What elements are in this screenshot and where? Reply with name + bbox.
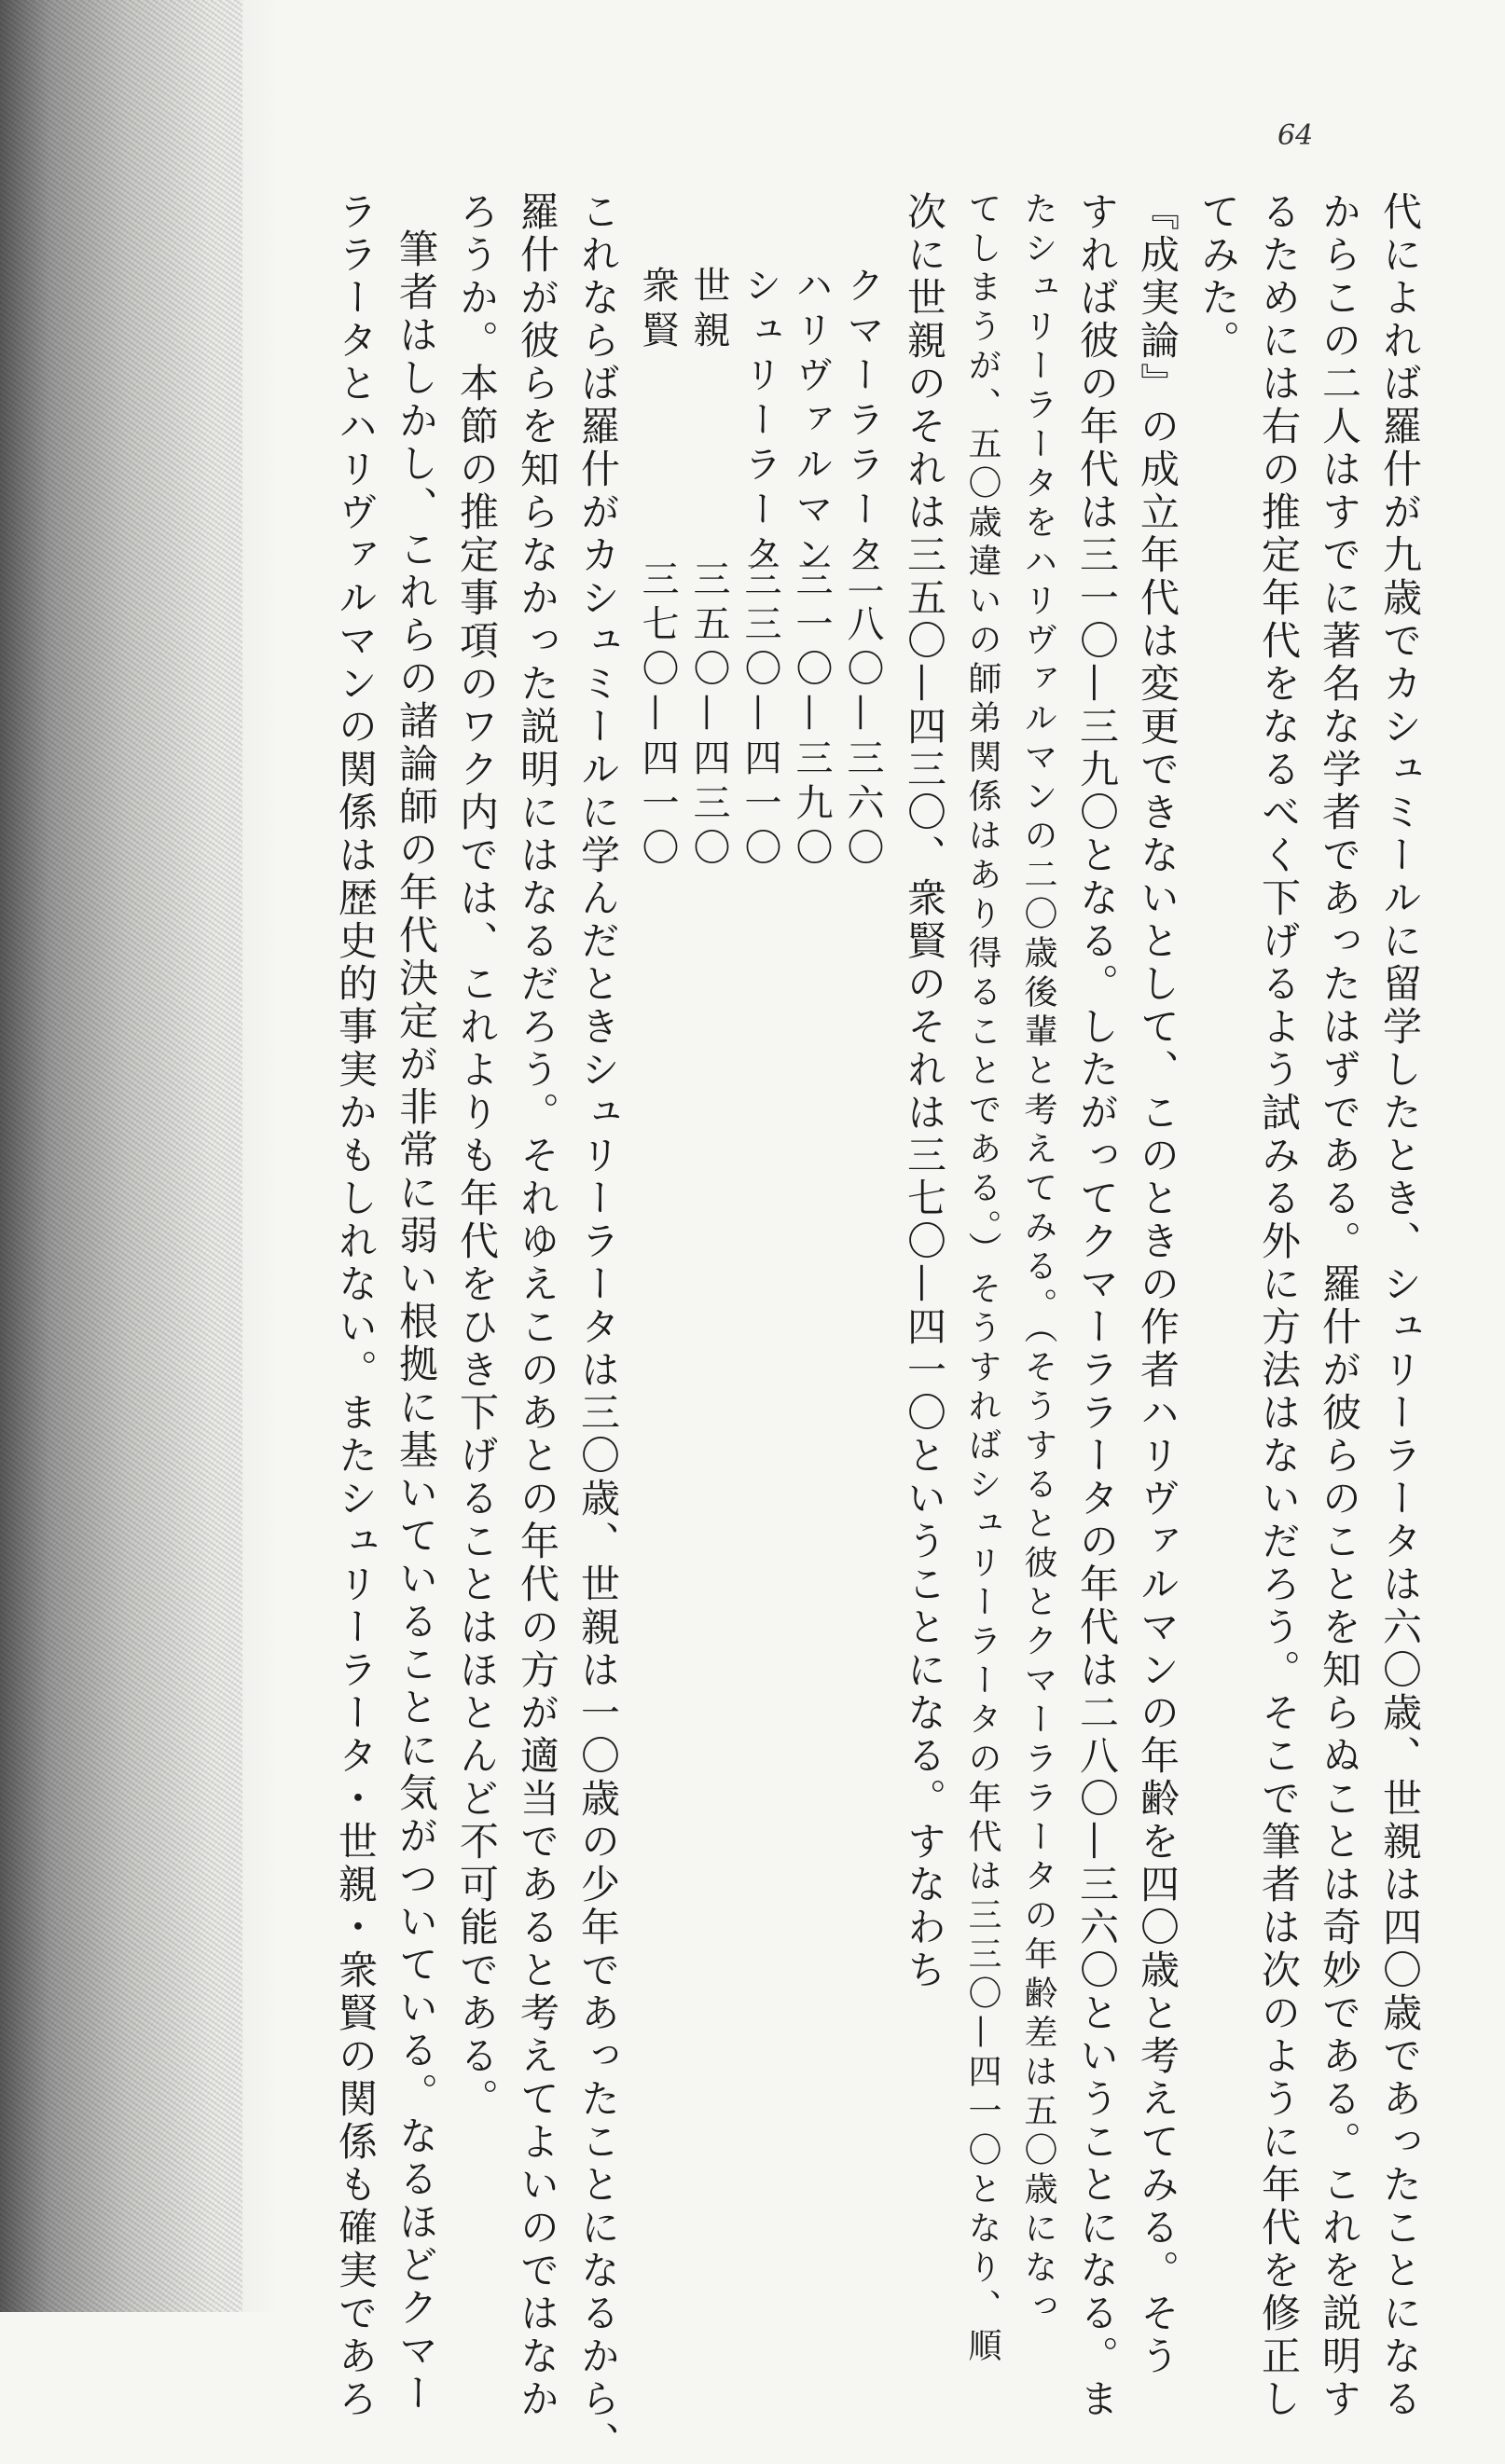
table-years-srilata: 三三〇—四一〇 [739,559,781,873]
text-column: 筆者はしかし、これらの諸論師の年代決定が非常に弱い根拠に基いていることに気がついている。なるほどクマー [394,228,439,2416]
text-column: たシュリーラータをハリヴァルマンの二〇歳後輩と考えてみる。（そうすると彼とクマーララータの年齢差は五〇歳になっ [1019,191,1057,2328]
table-years-vasubandhu: 三五〇—四三〇 [687,559,730,873]
text-column: これならば羅什がカシュミールに学んだときシュリーラータは三〇歳、世親は一〇歳の少年であったことになるから、 [575,191,621,2464]
text-column: 『成実論』の成立年代は変更できないとして、このときの作者ハリヴァルマンの年齢を四〇歳と考えてみる。そう [1135,191,1181,2378]
text-column: 羅什が彼らを知らなかった説明にはなるだろう。それゆえこのあとの年代の方が適当であると考えてよいのではなか [515,191,560,2421]
table-name-harivarman: ハリヴァルマン [790,266,833,579]
text-column: てしまうが、五〇歳違いの師弟関係はあり得ることである。）そうすればシュリーラータの年代は三三〇—四一〇となり、順 [963,191,1001,2367]
text-column: すれば彼の年代は三一〇—三九〇となる。したがってクマーララータの年代は二八〇—三六〇ということになる。ま [1074,191,1120,2421]
gutter-texture [0,0,242,2312]
table-years-sanghabhadra: 三七〇—四一〇 [636,559,679,873]
table-name-srilata: シュリーラータ [739,266,781,579]
text-column: 代によれば羅什が九歳でカシュミールに留学したとき、シュリーラータは六〇歳、世親は四〇歳であったことになる [1377,191,1423,2421]
table-name-vasubandhu: 世親 [687,266,730,355]
text-column: てみた。 [1195,191,1241,363]
text-column: からこの二人はすでに著名な学者であったはずである。羅什が彼らのことを知らぬことは奇妙である。これを説明す [1317,191,1362,2421]
table-name-sanghabhadra: 衆賢 [636,266,679,355]
table-years-harivarman: 三一〇—三九〇 [790,559,833,873]
text-column: 次に世親のそれは三五〇—四三〇、衆賢のそれは三七〇—四一〇ということになる。すなわち [902,191,947,1992]
text-column: ろうか。本節の推定事項のワク内では、これよりも年代をひき下げることはほとんど不可能である。 [454,191,500,2121]
table-years-kumaralata: 二八〇—三六〇 [841,559,884,873]
page-number: 64 [1277,119,1314,152]
text-column: ララータとハリヴァルマンの関係は歴史的事実かもしれない。またシュリーラータ・世親・衆賢の関係も確実であろ [333,191,379,2421]
text-column: るためには右の推定年代をなるべく下げるよう試みる外に方法はないだろう。そこで筆者は次のように年代を修正し [1256,191,1302,2421]
table-name-kumaralata: クマーララータ [841,266,884,579]
